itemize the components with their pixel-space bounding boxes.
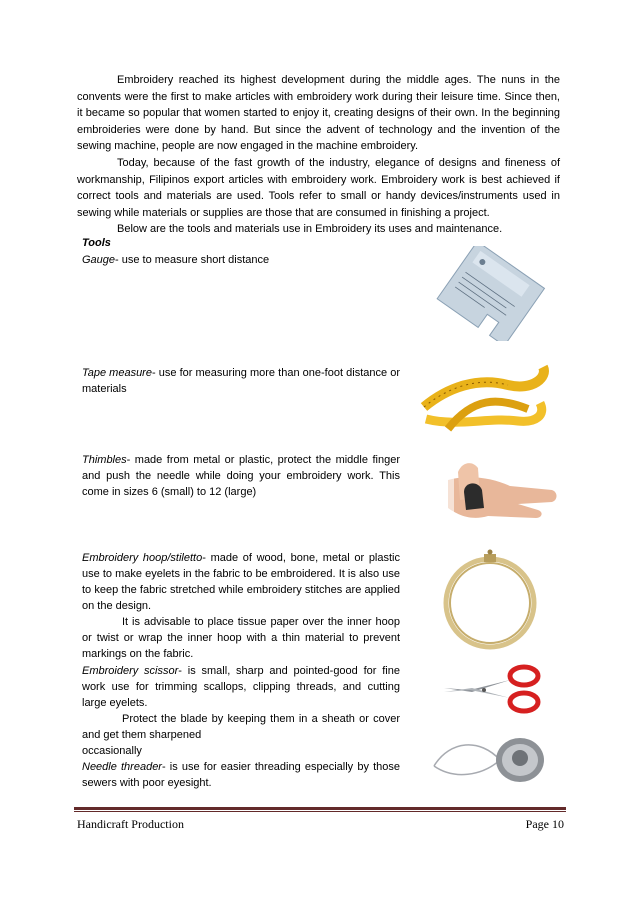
intro-paragraph-3: Below are the tools and materials use in Embroidery its uses and maintenance. bbox=[117, 223, 503, 236]
thimble-image bbox=[448, 452, 558, 537]
embroidery-scissor-image bbox=[440, 662, 550, 717]
tape-entry bbox=[82, 365, 400, 397]
gauge-entry bbox=[82, 252, 400, 268]
hoop-name: Embroidery hoop/stiletto bbox=[82, 552, 203, 564]
intro-paragraph-1: Embroidery reached its highest development during the middle ages. The nuns in the convents were the first to make articles with embroidery work during their leisure time. Since then, it became so popular that women started to enjoy it, creating designs of their own. In the beginning embroideries were done by hand. But since the advent of technology and the invention of the sewing machine, people are now engaged in the machine embroidery. bbox=[77, 74, 560, 153]
threader-name: Needle threader bbox=[82, 761, 162, 773]
thimbles-desc: - made from metal or plastic, protect the middle finger and push the needle while doing your embroidery work. This come in sizes 6 (small) to 12 (large) bbox=[82, 454, 400, 498]
tape-measure-image bbox=[418, 357, 553, 437]
embroidery-hoop-image bbox=[438, 548, 543, 653]
thimbles-entry bbox=[82, 452, 400, 500]
hoop-maintenance: It is advisable to place tissue paper over the inner hoop or twist or wrap the inner hoop with a thin material to prevent markings on the fabric. bbox=[82, 616, 400, 660]
scissor-desc: - is small, sharp and pointed-good for fine work use for trimming scallops, clipping threads, and cutting large eyelets. bbox=[82, 665, 400, 709]
gauge-desc: - use to measure short distance bbox=[115, 254, 270, 266]
footer-title: Handicraft Production bbox=[77, 817, 184, 831]
intro-text bbox=[77, 72, 560, 238]
scissor-name: Embroidery scissor bbox=[82, 665, 179, 677]
needle-threader-image bbox=[430, 730, 550, 790]
tape-name: Tape measure bbox=[82, 367, 152, 379]
intro-paragraph-2: Today, because of the fast growth of the industry, elegance of designs and fineness of workmanship, Filipinos export articles with embroidery work. Embroidery work is best achieved if correct tools and materials are used. Tools refer to small or handy devices/instruments used in sewing while materials or supplies are those that are consumed in finishing a project. bbox=[77, 156, 560, 219]
hoop-desc: - made of wood, bone, metal or plastic use to make eyelets in the fabric to be embroidered. It is also use to keep the fabric stretched while embroidery stitches are applied on the design. bbox=[82, 552, 400, 612]
tape-desc: - use for measuring more than one-foot distance or materials bbox=[82, 367, 400, 395]
threader-desc: - is use for easier threading especially by those sewers with poor eyesight. bbox=[82, 761, 400, 789]
footer-rule-thick bbox=[74, 807, 566, 810]
gauge-image bbox=[428, 246, 553, 341]
tools-heading: Tools bbox=[82, 237, 111, 249]
hoop-entry bbox=[82, 550, 400, 662]
scissor-entry bbox=[82, 663, 400, 791]
scissor-maintenance-2: occasionally bbox=[82, 745, 142, 757]
footer-rule-thin bbox=[74, 811, 566, 812]
page-number: Page 10 bbox=[525, 817, 564, 831]
gauge-name: Gauge bbox=[82, 254, 116, 266]
scissor-maintenance: Protect the blade by keeping them in a sheath or cover and get them sharpened bbox=[82, 713, 400, 741]
thimbles-name: Thimbles bbox=[82, 454, 127, 466]
